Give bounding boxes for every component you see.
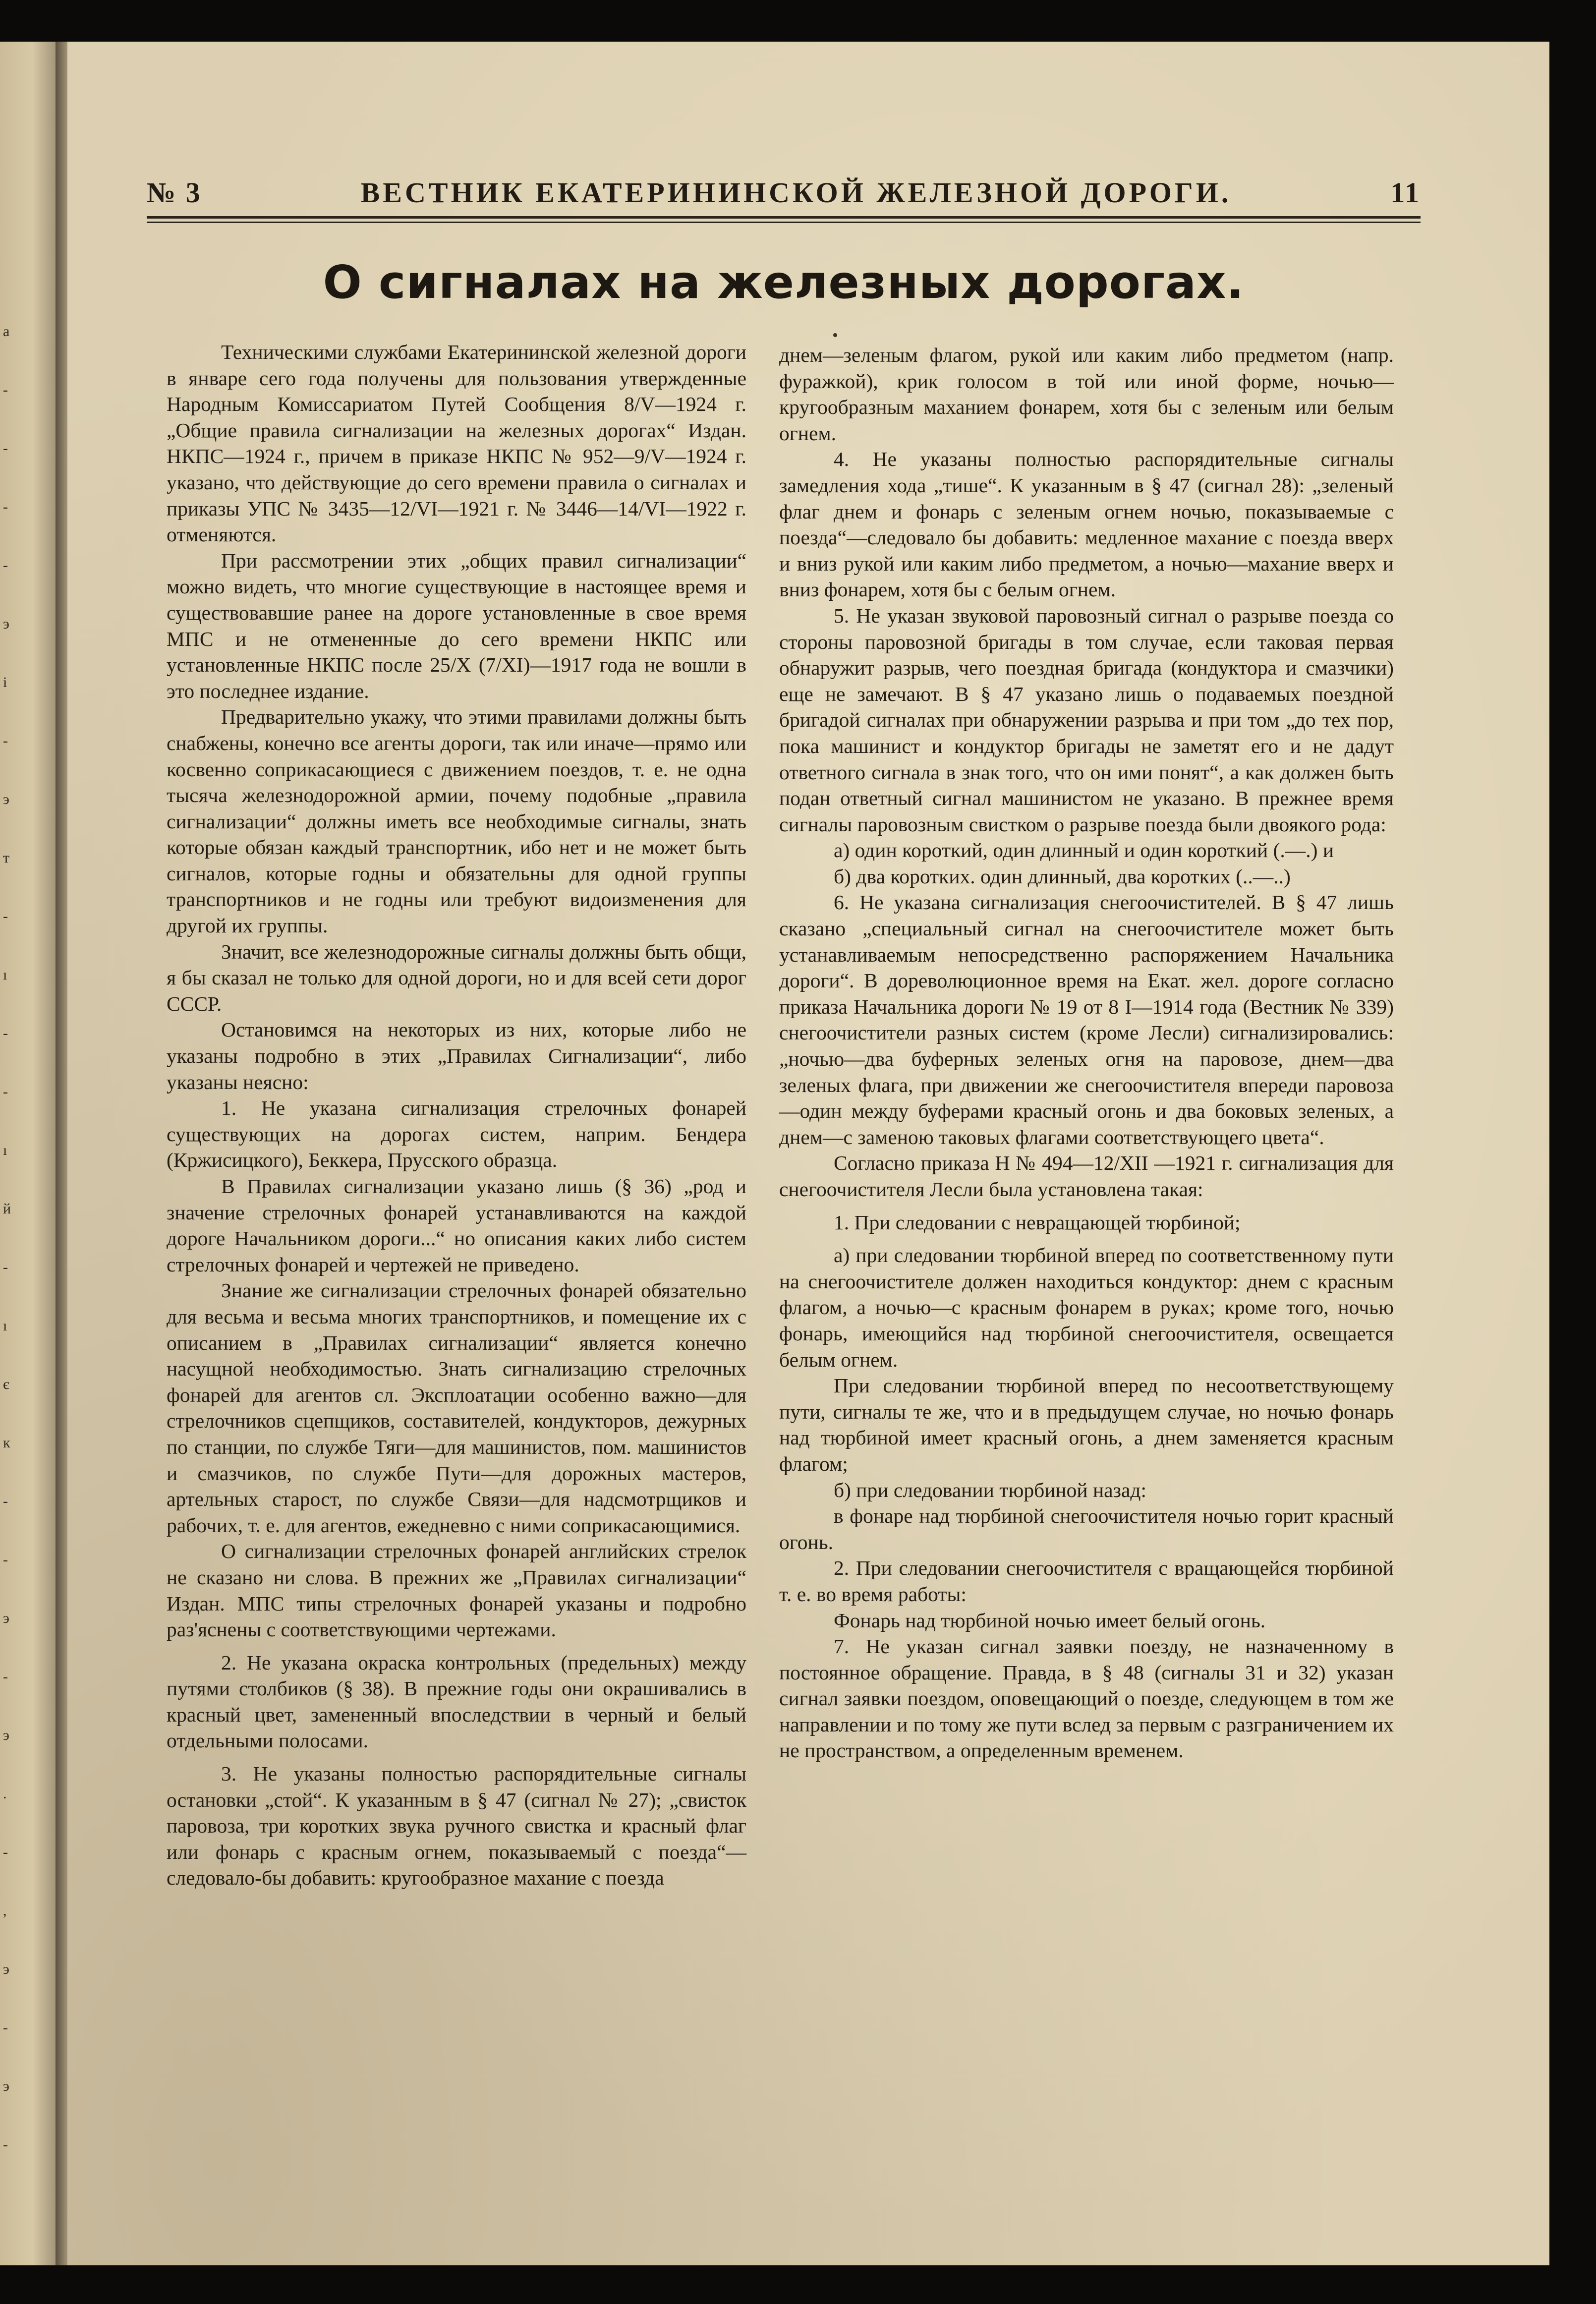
previous-page-fragment: ı [3, 967, 7, 983]
paragraph: а) при следовании тюрбиной вперед по соответственному пути на снегоочистителе должен находиться кондуктор: днем с красным флагом, а ночью—с красным фонарем в руках; кроме того, ночью фонарь, имеющийся над тюрбиной снегоочистителя, освещается белым огнем. [779, 1244, 1394, 1371]
issue-number: № 3 [147, 176, 202, 209]
print-speck [833, 333, 837, 337]
list-item: а) один короткий, один длинный и один короткий (.—.) и [834, 839, 1334, 862]
paragraph: Фонарь над тюрбиной ночью имеет белый огонь. [834, 1609, 1266, 1632]
previous-page-fragment: - [3, 2136, 8, 2153]
paragraph: 4. Не указаны полностью распорядительные сигналы замедления хода „тише“. К указанным в § 47 (сигнал 28): „зеленый флаг днем и фонарь с зеленым огнем ночью, показываемые с поезда“—следовало бы добавить: медленное махание с поезда вверх и вниз рукой или каким либо предметом, а ночью—махание вверх и вниз фонарем, хотя бы с белым огнем. [779, 448, 1394, 601]
previous-page-fragment: - [3, 557, 8, 574]
previous-page-fragment: ı [3, 1318, 7, 1334]
header-rule-thin [147, 222, 1421, 223]
previous-page-fragment: э [3, 1727, 9, 1743]
paragraph: Остановимся на некоторых из них, которые либо не указаны подробно в этих „Правилах Сигнализации“, либо указаны неясно: [167, 1018, 746, 1094]
paragraph: При рассмотрении этих „общих правил сигнализации“ можно видеть, что многие существующие в настоящее время и существовавшие ранее на дороге установленные в свое время МПС и не отмененные до сего времени НКПС или установленные НКПС после 25/X (7/XI)—1917 года не вошли в это последнее издание. [167, 549, 746, 702]
previous-page-fragment: є [3, 1376, 9, 1392]
paragraph: Знание же сигнализации стрелочных фонарей обязательно для весьма и весьма многих транспортников, и помещение их с описанием в „Правилах сигнализации“ является конечно насущной необходимостью. Знать сигнализацию стрелочных фонарей для агентов сл. Эксплоатации особенно важно—для стрелочников сцепщиков, составителей, кондукторов, дежурных по станции, по службе Тяги—для машинистов, пом. машинистов и смазчиков, по службе Пути—для дорожных мастеров, артельных старост, по службе Связи—для надсмотрщиков и рабочих, т. е. для агентов, ежедневно с ними соприкасающимися. [167, 1279, 746, 1537]
paragraph: В Правилах сигнализации указано лишь (§ 36) „род и значение стрелочных фонарей устанавливаются на каждой дороге Начальником дороги...“ но описания каких либо систем стрелочных фонарей и чертежей не приведено. [167, 1175, 746, 1276]
paragraph: днем—зеленым флагом, рукой или каким либо предметом (напр. фуражкой), крик голосом в той или иной форме, ночью—кругообразным маханием фонарем, хотя бы с зеленым или белым огнем. [779, 344, 1394, 445]
paragraph: 3. Не указаны полностью распорядительные сигналы остановки „стой“. К указанным в § 47 (сигнал № 27); „свисток паровоза, три коротких звука ручного свистка и красный флаг или фонарь с красным огнем, показываемый с поезда“—следовало-бы добавить: кругообразное махание с поезда [167, 1762, 746, 1890]
previous-page-fragment: - [3, 1844, 8, 1860]
previous-page-fragment: - [3, 1084, 8, 1100]
previous-page-fragment: й [3, 1201, 11, 1217]
header-rule [147, 216, 1421, 219]
paragraph: 6. Не указана сигнализация снегоочистителей. В § 47 лишь сказано „специальный сигнал на снегоочистителе может быть устанавливаемым непосредственно распоряжением Начальника дороги“. В дореволюционное время на Екат. жел. дороге согласно приказа Начальника дороги № 19 от 8 I—1914 года (Вестник № 339) снегоочистители разных систем (кроме Лесли) сигнализировались: „ночью—два буферных зеленых огня на паровозе, днем—два зеленых флага, при движении же снегоочистителя впереди паровоза—один между буферами красный огонь и два боковых зеленых, а днем—с заменою таковых флагами соответствующего цвета“. [779, 891, 1394, 1149]
journal-page [67, 42, 1549, 2265]
paragraph: 2. При следовании снегоочистителя с вращающейся тюрбиной т. е. во время работы: [779, 1556, 1394, 1606]
previous-page-fragment: - [3, 1493, 8, 1509]
running-head [147, 164, 1421, 209]
paragraph: 1. При следовании с невращающей тюрбиной; [834, 1210, 1241, 1234]
paragraph: 2. Не указана окраска контрольных (предельных) между путями столбиков (§ 38). В прежние годы они окрашивались в красный цвет, замененный впоследствии в черный и белый отдельными полосами. [167, 1651, 746, 1752]
paragraph: б) при следовании тюрбиной назад: [834, 1478, 1147, 1501]
previous-page-fragment: э [3, 1961, 9, 1977]
list-item: б) два коротких. один длинный, два коротких (..—..) [834, 864, 1291, 888]
previous-page-fragment: э [3, 2078, 9, 2094]
paragraph: в фонаре над тюрбиной снегоочистителя ночью горит красный огонь. [779, 1504, 1394, 1554]
previous-page-fragment: , [3, 1902, 7, 1919]
previous-page-fragment: і [3, 674, 7, 691]
paragraph: 7. Не указан сигнал заявки поезду, не назначенному в постоянное обращение. Правда, в § 48 (сигналы 31 и 32) указан сигнал заявки поездом, оповещающий о поезде, следующем в том же направлении и по тому же пути вслед за первым с разграничением их не пространством, а определенным временем. [779, 1635, 1394, 1762]
previous-page-fragment: - [3, 1259, 8, 1275]
page-number: 11 [1390, 176, 1421, 209]
right-column [779, 342, 1394, 1764]
paragraph: При следовании тюрбиной вперед по несоответствующему пути, сигналы те же, что и в предыдущем случае, но ночью фонарь над тюрбиной имеет красный огонь, а днем заменяется красным флагом; [779, 1374, 1394, 1475]
paragraph: Предварительно укажу, что этими правилами должны быть снабжены, конечно все агенты дороги, так или иначе—прямо или косвенно соприкасающиеся с движением поездов, т. е. не одна тысяча железнодорожной армии, почему подобные „правила сигнализации“ должны иметь все необходимые сигналы, знать которые обязан каждый транспортник, ибо нет и не может быть сигналов, которые годны и обязательны для одной группы транспортников и не годны или требуют видоизменения для другой их группы. [167, 705, 746, 937]
paragraph: Значит, все железнодорожные сигналы должны быть общи, я бы сказал не только для одной дороги, но и для всей сети дорог СССР. [167, 940, 746, 1015]
previous-page-fragment: - [3, 382, 8, 398]
previous-page-fragment: - [3, 2019, 8, 2036]
previous-page-fragment: . [3, 1786, 7, 1802]
previous-page-fragment: - [3, 1025, 8, 1041]
article-title: О сигналах на железных дорогах. [323, 256, 1245, 309]
paragraph: 5. Не указан звуковой паровозный сигнал о разрыве поезда со стороны паровозной бригады в том случае, если таковая первая обнаружит разрыв, чего поездная бригада (кондуктора и смазчики) еще не замечают. В § 47 указано лишь о подаваемых поездной бригадой сигналах при обнаружении разрыва и при том „до тех пор, пока машинист и кондуктор бригады не заметят его и не дадут ответного сигнала в знак того, что он ими понят“, а как должен быть подан ответный сигнал машинистом не указано. В прежнее время сигналы паровозным свистком о разрыве поезда были двоякого рода: [779, 604, 1394, 836]
previous-page-fragment: а [3, 323, 10, 340]
previous-page-edge [0, 42, 58, 2265]
paragraph: 1. Не указана сигнализация стрелочных фонарей существующих на дорогах систем, наприм. Бендера (Кржисицкого), Беккера, Прусского образца. [167, 1096, 746, 1172]
paragraph: Техническими службами Екатерининской железной дороги в январе сего года получены для пользования утвержденные Народным Комиссариатом Путей Сообщения 8/V—1924 г. „Общие правила сигнализации на железных дорогах“ Издан. НКПС—1924 г., причем в приказе НКПС № 952—9/V—1924 г. указано, что действующие до сего времени правила о сигналах и приказы УПС № 3435—12/VI—1921 г. № 3446—14/VI—1922 г. отменяются. [167, 341, 746, 546]
previous-page-fragment: - [3, 733, 8, 749]
left-column [167, 339, 746, 1891]
previous-page-fragment: - [3, 440, 8, 457]
previous-page-fragment: к [3, 1435, 10, 1451]
paragraph: Согласно приказа Н № 494—12/XII —1921 г. сигнализация для снегоочистителя Лесли была установлена такая: [779, 1152, 1394, 1201]
previous-page-fragment: - [3, 908, 8, 924]
previous-page-fragment: - [3, 1669, 8, 1685]
previous-page-fragment: э [3, 616, 9, 632]
previous-page-fragment: - [3, 499, 8, 515]
page-gutter [56, 42, 68, 2265]
previous-page-fragment: э [3, 791, 9, 807]
journal-name: ВЕСТНИК ЕКАТЕРИНИНСКОЙ ЖЕЛЕЗНОЙ ДОРОГИ. [360, 176, 1232, 209]
previous-page-fragment: - [3, 1552, 8, 1568]
previous-page-fragment: э [3, 1610, 9, 1626]
paragraph: О сигнализации стрелочных фонарей английских стрелок не сказано ни слова. В прежних же „Правилах сигнализации“ Издан. МПС типы стрелочных фонарей указаны и подробно раз'яснены с соответствующими чертежами. [167, 1540, 746, 1641]
previous-page-fragment: ı [3, 1142, 7, 1158]
previous-page-fragment: т [3, 850, 10, 866]
